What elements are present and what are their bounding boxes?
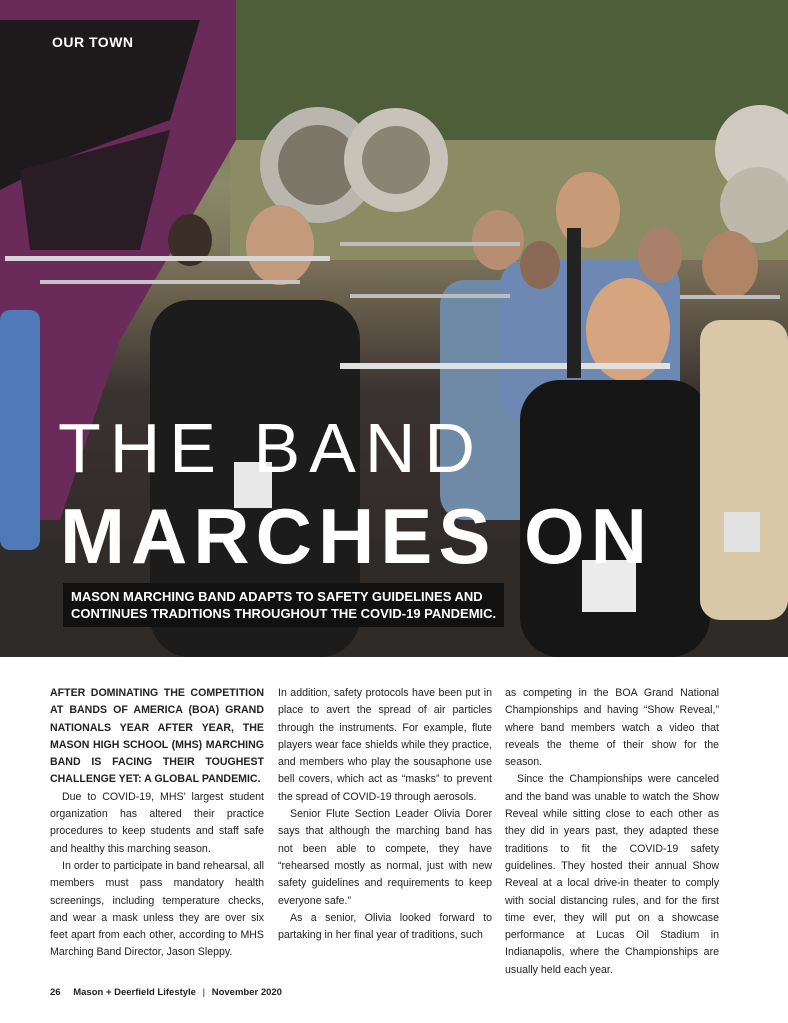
subtitle-line-1: MASON MARCHING BAND ADAPTS TO SAFETY GUIDELINES AND <box>71 589 483 604</box>
publication-name: Mason + Deerfield Lifestyle <box>73 987 196 998</box>
article-paragraph: Since the Championships were canceled and the band was unable to watch the Show Reveal while sitting close to each other as they did in years past, they adapted these traditions to fit the COVID-19 safety guidelines. They hosted their annual Show Reveal at a local drive-in theater to comply with social distancing rules, and for the first time ever, they will put on a showcase performance at Lucas Oil Stadium in Indianapolis, where the Championships are usually held each year. <box>505 773 719 976</box>
article-body <box>50 685 720 976</box>
article-paragraph: As a senior, Olivia looked forward to partaking in her final year of traditions, such <box>278 911 492 942</box>
article-paragraph: In addition, safety protocols have been put in place to avert the spread of air particles through the instruments. For example, flute players wear face shields while they practice, and members who play the sousaphone use bell covers, which act as “masks” to prevent the spread of COVID-19 through aerosols. <box>278 687 492 803</box>
article-column-3 <box>505 685 719 979</box>
headline-line-1: THE BAND <box>58 409 484 487</box>
article-lead: AFTER DOMINATING THE COMPETITION AT BANDS OF AMERICA (BOA) GRAND NATIONALS YEAR AFTER YEAR, THE MASON HIGH SCHOOL (MHS) MARCHING BAND IS FACING THEIR TOUGHEST CHALLENGE YET: A GLOBAL PANDEMIC. <box>50 687 264 786</box>
page-number: 26 <box>50 987 61 998</box>
page-footer <box>50 987 282 998</box>
section-label: OUR TOWN <box>52 34 134 50</box>
article-paragraph: Senior Flute Section Leader Olivia Dorer says that although the marching band has not been able to compete, they have “rehearsed mostly as normal, just with new safety guidelines and requirements to keep everyone safe.” <box>278 808 492 907</box>
article-paragraph: as competing in the BOA Grand National Championships and having “Show Reveal,” where band members watch a video that reveals the theme of their show for the season. <box>505 687 719 769</box>
subtitle-line-2: CONTINUES TRADITIONS THROUGHOUT THE COVID-19 PANDEMIC. <box>71 606 497 621</box>
article-column-2 <box>278 685 492 944</box>
subtitle-deck <box>63 583 504 627</box>
article-paragraph: In order to participate in band rehearsal, all members must pass mandatory health screenings, including temperature checks, and wear a mask unless they are over six feet apart from each other, according to MHS Marching Band Director, Jason Sleppy. <box>50 859 264 959</box>
article-column-1 <box>50 685 264 962</box>
issue-date: November 2020 <box>211 987 282 998</box>
footer-separator: | <box>202 987 206 998</box>
headline-line-2: MARCHES ON <box>60 492 654 580</box>
article-paragraph: Due to COVID-19, MHS’ largest student organization has altered their practice procedures to keep students and staff safe and healthy this marching season. <box>50 790 264 855</box>
